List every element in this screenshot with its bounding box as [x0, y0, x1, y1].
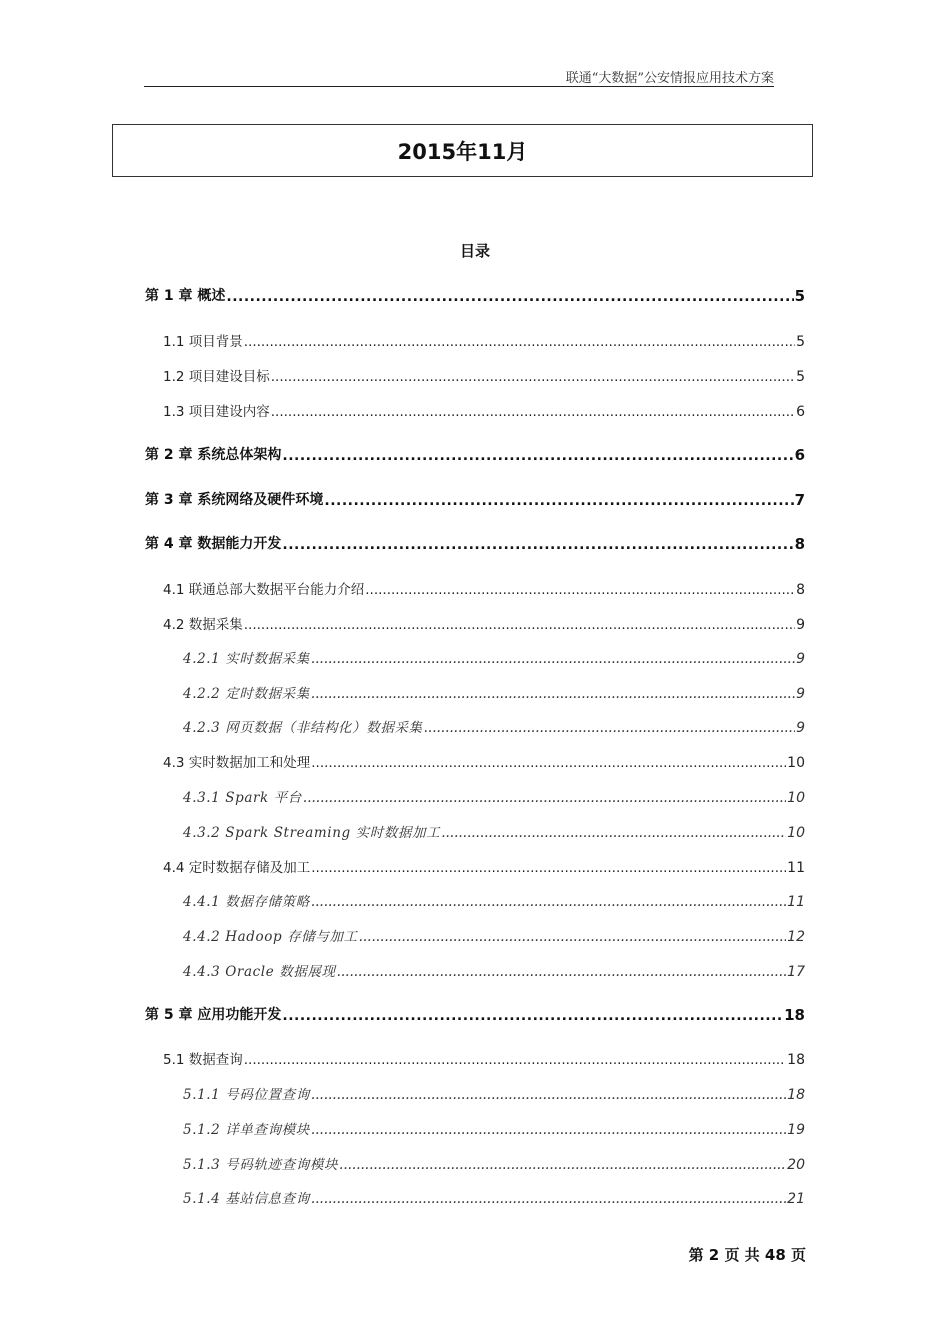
- toc-entry-page: 10: [787, 755, 805, 771]
- toc-leader-dots: [311, 860, 786, 876]
- page-header: [144, 66, 774, 87]
- toc-entry-label: 1.3 项目建设内容: [163, 404, 270, 420]
- toc-leader-dots: [337, 964, 787, 980]
- toc-entry-page: 10: [787, 790, 805, 806]
- toc-leader-dots: [311, 1087, 786, 1103]
- toc-entry-page: 17: [787, 964, 805, 980]
- toc-entry[interactable]: [145, 533, 805, 553]
- toc-entry-label: 4.2.1 实时数据采集: [183, 651, 310, 667]
- toc-entry-label: 4.2.2 定时数据采集: [183, 686, 310, 702]
- toc-entry-page: 8: [794, 535, 805, 553]
- toc-entry-label: 1.2 项目建设目标: [163, 369, 270, 385]
- toc-entry-page: 8: [796, 582, 805, 598]
- toc-leader-dots: [303, 790, 786, 806]
- toc-leader-dots: [271, 369, 795, 385]
- toc-entry-page: 21: [787, 1191, 805, 1207]
- toc-entry-page: 7: [794, 491, 805, 509]
- toc-leader-dots: [282, 1008, 783, 1024]
- toc-entry-label: 5.1.3 号码轨迹查询模块: [183, 1157, 339, 1173]
- toc-entry[interactable]: [183, 1083, 805, 1103]
- toc-entry-page: 19: [787, 1122, 805, 1138]
- toc-entry[interactable]: [163, 400, 805, 420]
- toc-entry[interactable]: [183, 821, 805, 841]
- header-title: 联通“大数据”公安情报应用技术方案: [565, 71, 774, 86]
- toc-entry-page: 20: [787, 1157, 805, 1173]
- toc-leader-dots: [365, 582, 795, 598]
- toc-entry[interactable]: [183, 890, 805, 910]
- toc-entry[interactable]: [183, 1118, 805, 1138]
- toc-entry-page: 9: [796, 651, 805, 667]
- toc-entry[interactable]: [183, 786, 805, 806]
- toc-entry-page: 12: [787, 929, 805, 945]
- date-box: [112, 124, 813, 177]
- toc-entry[interactable]: [145, 444, 805, 464]
- toc-leader-dots: [441, 825, 786, 841]
- toc-leader-dots: [311, 1191, 786, 1207]
- toc-entry[interactable]: [163, 751, 805, 771]
- toc-entry[interactable]: [163, 1048, 805, 1068]
- toc-entry-page: 6: [796, 404, 805, 420]
- toc-entry-label: 5.1.4 基站信息查询: [183, 1191, 310, 1207]
- toc-entry-label: 第 2 章 系统总体架构: [145, 447, 282, 463]
- toc-title: 目录: [459, 242, 490, 260]
- toc-entry-page: 5: [794, 287, 805, 305]
- toc-entry-label: 4.4.3 Oracle 数据展现: [183, 964, 336, 980]
- toc-leader-dots: [311, 651, 795, 667]
- date-text: 2015年11月: [397, 139, 528, 164]
- toc-entry-label: 第 3 章 系统网络及硬件环境: [145, 492, 324, 508]
- toc-entry-page: 11: [787, 860, 805, 876]
- toc-entry-label: 5.1.1 号码位置查询: [183, 1087, 310, 1103]
- toc-entry-page: 10: [787, 825, 805, 841]
- toc-entry-page: 6: [794, 446, 805, 464]
- toc-entry[interactable]: [183, 1153, 805, 1173]
- toc-leader-dots: [311, 894, 786, 910]
- toc-entry-label: 4.4 定时数据存储及加工: [163, 860, 311, 876]
- toc-leader-dots: [424, 720, 795, 736]
- toc-entry-page: 9: [796, 686, 805, 702]
- toc-entry-label: 第 4 章 数据能力开发: [145, 536, 282, 552]
- toc-entry[interactable]: [183, 647, 805, 667]
- toc-entry[interactable]: [163, 856, 805, 876]
- toc-entry-label: 4.2.3 网页数据（非结构化）数据采集: [183, 720, 423, 736]
- toc-entry-page: 18: [787, 1087, 805, 1103]
- toc-entry[interactable]: [145, 489, 805, 509]
- toc-entry-label: 4.3.2 Spark Streaming 实时数据加工: [183, 825, 441, 841]
- toc-entry-label: 4.4.1 数据存储策略: [183, 894, 310, 910]
- toc-leader-dots: [311, 755, 786, 771]
- toc-leader-dots: [324, 493, 793, 509]
- toc-leader-dots: [311, 686, 795, 702]
- toc-entry-page: 18: [787, 1052, 805, 1068]
- toc-entry-label: 5.1.2 详单查询模块: [183, 1122, 310, 1138]
- page-footer: 第 2 页 共 48 页: [688, 1246, 806, 1264]
- toc-entry[interactable]: [183, 1187, 805, 1207]
- toc-entry[interactable]: [145, 285, 805, 305]
- toc-entry-page: 9: [796, 720, 805, 736]
- toc-leader-dots: [311, 1122, 786, 1138]
- toc-entry-label: 4.1 联通总部大数据平台能力介绍: [163, 582, 365, 598]
- toc-entry-label: 第 5 章 应用功能开发: [145, 1007, 282, 1023]
- toc-entry[interactable]: [183, 925, 805, 945]
- toc-entry[interactable]: [145, 1004, 805, 1024]
- toc-leader-dots: [244, 334, 795, 350]
- toc-leader-dots: [282, 448, 793, 464]
- toc-leader-dots: [244, 1052, 786, 1068]
- toc-entry-page: 5: [796, 334, 805, 350]
- toc-entry[interactable]: [163, 578, 805, 598]
- toc-entry[interactable]: [183, 682, 805, 702]
- toc-leader-dots: [339, 1157, 786, 1173]
- toc-entry-label: 4.4.2 Hadoop 存储与加工: [183, 929, 358, 945]
- toc-entry[interactable]: [163, 613, 805, 633]
- toc-leader-dots: [244, 617, 795, 633]
- toc-entry-label: 5.1 数据查询: [163, 1052, 243, 1068]
- toc-leader-dots: [282, 537, 793, 553]
- toc-entry[interactable]: [183, 960, 805, 980]
- toc-entry-page: 11: [787, 894, 805, 910]
- toc-leader-dots: [226, 289, 793, 305]
- toc-entry-label: 第 1 章 概述: [145, 288, 226, 304]
- toc-entry[interactable]: [163, 330, 805, 350]
- toc-leader-dots: [359, 929, 787, 945]
- toc-entry-page: 18: [784, 1006, 805, 1024]
- toc-entry-label: 4.2 数据采集: [163, 617, 243, 633]
- toc-leader-dots: [271, 404, 795, 420]
- toc-entry-label: 1.1 项目背景: [163, 334, 243, 350]
- toc-entry-page: 9: [796, 617, 805, 633]
- toc-entry-label: 4.3.1 Spark 平台: [183, 790, 302, 806]
- toc-entry-label: 4.3 实时数据加工和处理: [163, 755, 311, 771]
- toc-entry[interactable]: [163, 365, 805, 385]
- toc-entry[interactable]: [183, 716, 805, 736]
- toc-entry-page: 5: [796, 369, 805, 385]
